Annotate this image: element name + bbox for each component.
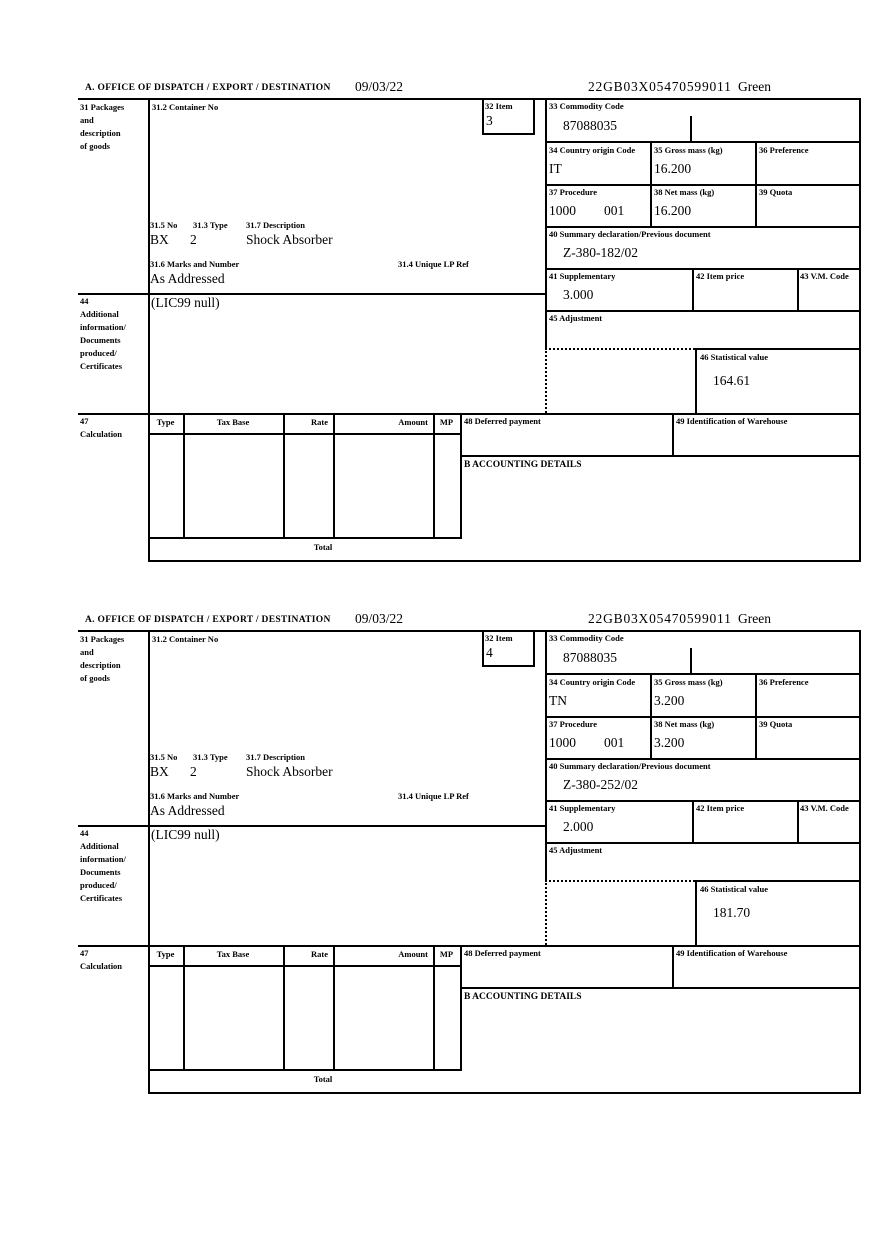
grid-line [433,945,435,1069]
grid-line [148,965,462,967]
adjustment-label: 45 Adjustment [549,313,603,323]
total-label: Total [313,542,333,552]
box44-label: Certificates [80,361,123,371]
country-origin-label: 34 Country origin Code [549,677,636,687]
box31-label: description [80,128,121,138]
box31-label: and [80,115,94,125]
grid-line [460,413,462,539]
grid-line [148,537,462,539]
grid-line [78,413,861,415]
procedure-value: 1000 [549,203,576,218]
additional-info-value: (LIC99 null) [151,295,220,310]
grid-line [692,800,694,844]
grid-line [78,945,861,947]
quota-label: 39 Quota [759,719,793,729]
vm-code-label: 43 V.M. Code [800,271,849,281]
country-origin-value: TN [549,693,567,708]
grid-line [482,133,535,135]
grid-line [755,673,757,760]
package-type-value: 2 [190,764,197,779]
grid-line [482,665,535,667]
accounting-details-label: B ACCOUNTING DETAILS [464,460,582,470]
item-price-label: 42 Item price [696,271,745,281]
total-label: Total [313,1074,333,1084]
sad-item-block [78,608,861,1094]
summary-declaration-value: Z-380-252/02 [563,777,638,792]
dotted-line [545,880,695,882]
procedure-label: 37 Procedure [549,719,598,729]
grid-line [148,630,150,1094]
grid-line [148,560,861,562]
description-value: Shock Absorber [246,764,333,779]
tax-col-rate: Rate [311,949,328,959]
box44-label: Documents [80,867,121,877]
marks-number-value: As Addressed [150,803,225,818]
box47-label: 47 [80,416,89,426]
grid-line [545,310,861,312]
net-mass-label: 38 Net mass (kg) [654,187,715,197]
item-box-label: 32 Item [485,633,513,643]
grid-line [482,98,484,133]
grid-line [283,945,285,1069]
box44-label: Additional [80,841,119,851]
grid-line [148,98,150,562]
routing-status: Green [738,79,771,94]
summary-declaration-value: Z-380-182/02 [563,245,638,260]
commodity-code-value: 87088035 [563,650,617,665]
accounting-details-label: B ACCOUNTING DETAILS [464,992,582,1002]
container-no-label: 31.2 Container No [152,634,219,644]
additional-info-value: (LIC99 null) [151,827,220,842]
box44-label: information/ [80,322,126,332]
description-label: 31.7 Description [246,752,306,762]
container-no-label: 31.2 Container No [152,102,219,112]
unique-lp-ref-label: 31.4 Unique LP Ref [398,791,469,801]
summary-declaration-label: 40 Summary declaration/Previous document [549,229,711,239]
tax-col-mp: MP [439,417,454,427]
declaration-reference: 22GB03X05470599011 [588,79,732,94]
marks-number-label: 31.6 Marks and Number [150,791,240,801]
grid-line [482,630,484,665]
grid-line [545,226,861,228]
grid-line [797,800,799,844]
box31-label: description [80,660,121,670]
grid-line [545,673,861,675]
box44-label: Documents [80,335,121,345]
grid-line [695,880,697,945]
grid-line [692,268,694,312]
package-type-label: 31.3 Type [193,220,228,230]
grid-line [78,630,861,632]
grid-line [533,98,535,135]
grid-line [533,630,535,667]
tax-col-tax-base: Tax Base [216,949,250,959]
grid-line [545,758,861,760]
vm-code-label: 43 V.M. Code [800,803,849,813]
country-origin-label: 34 Country origin Code [549,145,636,155]
dotted-line [545,348,695,350]
deferred-payment-label: 48 Deferred payment [464,948,541,958]
net-mass-value: 3.200 [654,735,685,750]
package-no-label: 31.5 No [150,752,178,762]
grid-line [545,141,861,143]
supplementary-value: 3.000 [563,287,594,302]
tax-col-tax-base: Tax Base [216,417,250,427]
grid-line [433,413,435,537]
dotted-line [545,880,547,945]
country-origin-value: IT [549,161,562,176]
grid-line [545,716,861,718]
supplementary-label: 41 Supplementary [549,803,616,813]
grid-line [148,1092,861,1094]
box31-label: 31 Packages [80,634,125,644]
grid-line [672,945,674,989]
item-box-label: 32 Item [485,101,513,111]
preference-label: 36 Preference [759,677,809,687]
grid-line [183,945,185,1069]
grid-line [78,98,861,100]
deferred-payment-label: 48 Deferred payment [464,416,541,426]
statistical-value-label: 46 Statistical value [700,884,768,894]
supplementary-label: 41 Supplementary [549,271,616,281]
tax-col-mp: MP [439,949,454,959]
grid-line [148,433,462,435]
package-no-value: BX [150,232,169,247]
grid-line [545,630,547,880]
item-number-value: 3 [486,113,493,128]
office-of-dispatch-label: A. OFFICE OF DISPATCH / EXPORT / DESTINATION [85,615,331,625]
commodity-code-value: 87088035 [563,118,617,133]
net-mass-label: 38 Net mass (kg) [654,719,715,729]
grid-line [183,413,185,537]
gross-mass-label: 35 Gross mass (kg) [654,145,723,155]
grid-line [148,1069,462,1071]
supplementary-value: 2.000 [563,819,594,834]
statistical-value: 181.70 [713,905,751,920]
acceptance-date: 09/03/22 [355,611,404,626]
tax-col-type: Type [156,949,175,959]
commodity-code-label: 33 Commodity Code [549,101,624,111]
box31-label: and [80,647,94,657]
procedure-label: 37 Procedure [549,187,598,197]
declaration-reference: 22GB03X05470599011 [588,611,732,626]
tax-col-amount: Amount [398,417,428,427]
box44-label: 44 [80,828,89,838]
package-type-value: 2 [190,232,197,247]
box44-label: produced/ [80,880,117,890]
box31-label: of goods [80,673,110,683]
grid-line [545,268,861,270]
grid-line [672,413,674,457]
acceptance-date: 09/03/22 [355,79,404,94]
grid-line [650,141,652,228]
gross-mass-value: 16.200 [654,161,692,176]
procedure-additional-value: 001 [604,735,625,750]
tax-col-rate: Rate [311,417,328,427]
procedure-value: 1000 [549,735,576,750]
adjustment-label: 45 Adjustment [549,845,603,855]
item-number-value: 4 [486,645,493,660]
unique-lp-ref-label: 31.4 Unique LP Ref [398,259,469,269]
grid-line [460,945,462,1071]
grid-line [460,455,861,457]
gross-mass-label: 35 Gross mass (kg) [654,677,723,687]
grid-line [859,630,861,1094]
office-of-dispatch-label: A. OFFICE OF DISPATCH / EXPORT / DESTINATION [85,83,331,93]
warehouse-id-label: 49 Identification of Warehouse [676,948,788,958]
grid-line [690,116,692,143]
grid-line [460,987,861,989]
package-type-label: 31.3 Type [193,752,228,762]
statistical-value-label: 46 Statistical value [700,352,768,362]
box44-label: 44 [80,296,89,306]
grid-line [545,842,861,844]
marks-number-value: As Addressed [150,271,225,286]
box31-label: of goods [80,141,110,151]
statistical-value: 164.61 [713,373,751,388]
procedure-additional-value: 001 [604,203,625,218]
preference-label: 36 Preference [759,145,809,155]
grid-line [333,945,335,1069]
dotted-line [545,348,547,413]
tax-col-amount: Amount [398,949,428,959]
marks-number-label: 31.6 Marks and Number [150,259,240,269]
gross-mass-value: 3.200 [654,693,685,708]
grid-line [690,648,692,675]
grid-line [695,880,861,882]
warehouse-id-label: 49 Identification of Warehouse [676,416,788,426]
tax-col-type: Type [156,417,175,427]
grid-line [755,141,757,228]
box47-label: Calculation [80,429,123,439]
grid-line [545,800,861,802]
box44-label: Certificates [80,893,123,903]
grid-line [695,348,697,413]
grid-line [283,413,285,537]
net-mass-value: 16.200 [654,203,692,218]
grid-line [545,98,547,348]
package-no-label: 31.5 No [150,220,178,230]
routing-status: Green [738,611,771,626]
grid-line [859,98,861,562]
description-label: 31.7 Description [246,220,306,230]
box47-label: 47 [80,948,89,958]
box47-label: Calculation [80,961,123,971]
grid-line [695,348,861,350]
box44-label: Additional [80,309,119,319]
item-price-label: 42 Item price [696,803,745,813]
commodity-code-label: 33 Commodity Code [549,633,624,643]
grid-line [333,413,335,537]
package-no-value: BX [150,764,169,779]
summary-declaration-label: 40 Summary declaration/Previous document [549,761,711,771]
grid-line [797,268,799,312]
quota-label: 39 Quota [759,187,793,197]
box44-label: produced/ [80,348,117,358]
box31-label: 31 Packages [80,102,125,112]
grid-line [650,673,652,760]
sad-item-block [78,76,861,562]
description-value: Shock Absorber [246,232,333,247]
grid-line [545,184,861,186]
box44-label: information/ [80,854,126,864]
